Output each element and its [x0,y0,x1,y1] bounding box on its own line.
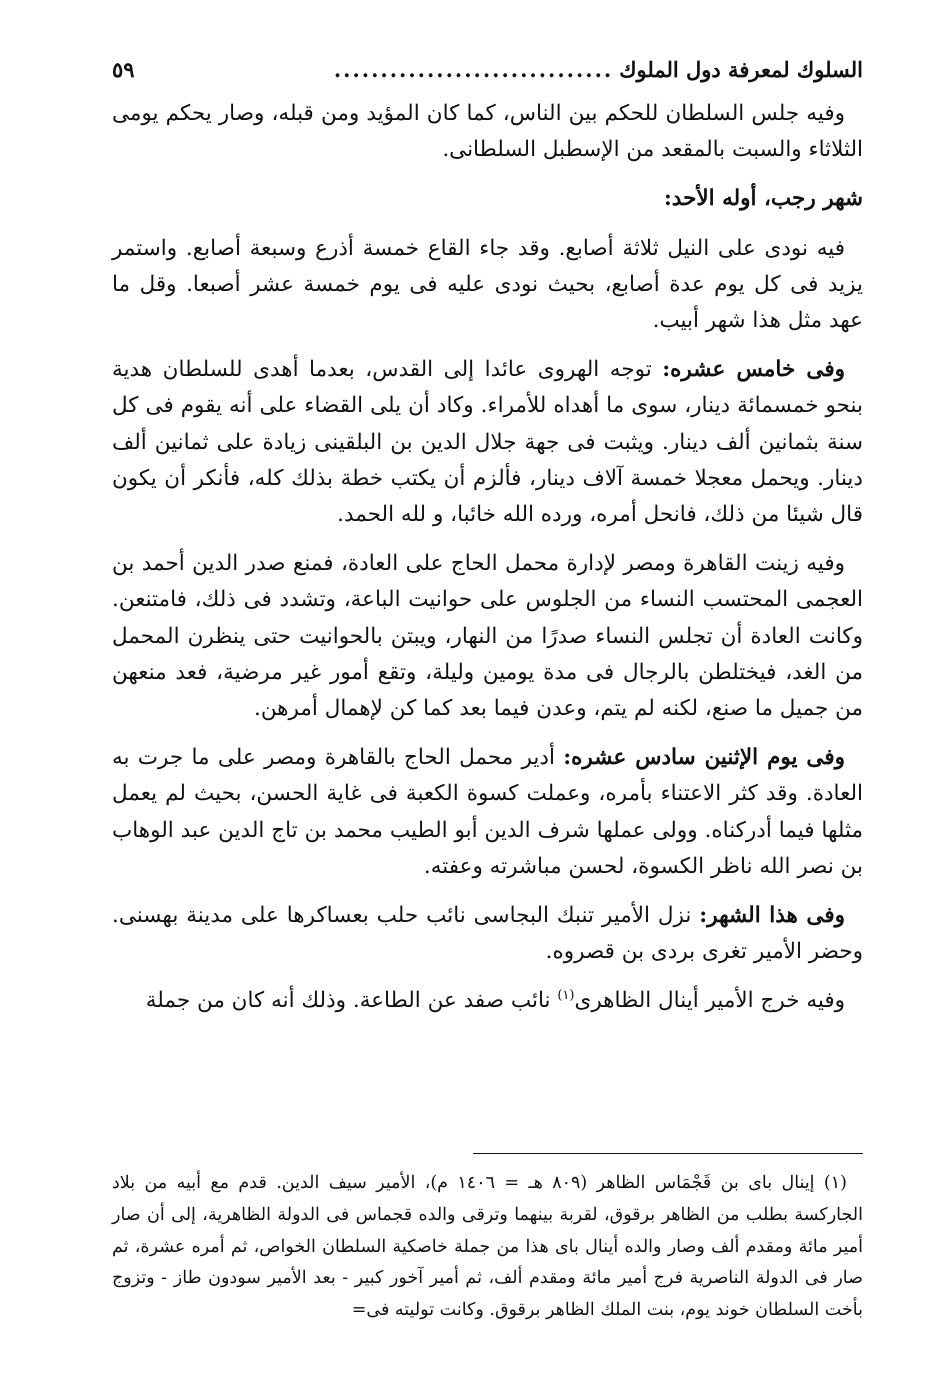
page-number: ٥٩ [112,56,135,82]
paragraph-text: وفيه جلس السلطان للحكم بين الناس، كما كان المؤيد ومن قبله، وصار يحكم يومى الثلاثاء والسبت بالمقعد من الإسطبل السلطانى. [112,101,863,163]
main-text [112,96,863,1033]
footnotes [112,1168,863,1327]
paragraph [112,231,863,340]
section-heading: شهر رجب، أوله الأحد: [663,186,863,212]
paragraph [112,96,863,168]
footnote-reference[interactable]: (١) [557,988,575,1004]
paragraph-text: توجه الهروى عائدا إلى القدس، بعدما أهدى للسلطان هدية بنحو خمسمائة دينار، سوى ما أهداه للأمراء. وكاد أن يلى القضاء على أنه يقوم فى كل سنة بثمانين ألف دينار. ويثبت فى جهة جلال الدين بن البلقينى زيادة على ثمانين ألف دينار. ويحمل معجلا خمسة آلاف دينار، فألزم أن يكتب خطة بذلك كله، فأنكر أن يكون قال شيئا من ذلك، فانحل أمره، ورده الله خائبا، و لله الحمد. [112,357,863,528]
paragraph-lead: وفى خامس عشره: [662,357,845,383]
footnote: (١) إينال باى بن قَجْمَاس الظاهر (٨٠٩ هـ = ١٤٠٦ م)، الأمير سيف الدين. قدم مع أبيه من بلاد الجاركسة بطلب من الظاهر برقوق، لقربة بينهما وترقى والده قجماس فى الدولة الظاهرية، إلى أن صار أمير مائة ومقدم ألف وصار والده أينال باى هذا من جملة خاصكية السلطان الخواص، ثم أمره عشرة، ثم صار فى الدولة الناصرية فرج أمير مائة ومقدم ألف، ثم أمير آخور كبير - بعد الأمير سودون طاز - وتزوج بأخت السلطان خوند يوم، بنت الملك الظاهر برقوق. وكانت توليته فى= [112,1173,863,1321]
paragraph-text: وفيه زينت القاهرة ومصر لإدارة محمل الحاج على العادة، فمنع صدر الدين أحمد بن العجمى المحتسب النساء من الجلوس على حوانيت الباعة، وتشدد فى ذلك، فامتنعن. وكانت العادة أن تجلس النساء صدرًا من النهار، ويبتن بالحوانيت حتى ينظرن المحمل من الغد، فيختلطن بالرجال فى مدة يومين وليلة، وتقع أمور غير مرضية، فعد منعهن من جميل ما صنع، لكنه لم يتم، وعدن فيما بعد كما كن لإهمال أمرهن. [112,551,863,722]
paragraph [112,546,863,727]
paragraph-text: نزل الأمير تنبك البجاسى نائب حلب بعساكرها على مدينة بهسنى. وحضر الأمير تغرى بردى بن قصروه. [112,903,863,965]
paragraph [112,352,863,533]
book-title: السلوك لمعرفة دول الملوك [619,56,863,82]
paragraph-text: فيه نودى على النيل ثلاثة أصابع. وقد جاء القاع خمسة أذرع وسبعة أصابع. واستمر يزيد فى كل يوم عدة أصابع، بحيث نودى عليه فى يوم خمسة عشر أصبعا. وقل ما عهد مثل هذا شهر أبيب. [112,235,863,334]
header-leader-dots: .............................. [333,56,614,82]
paragraph [112,983,863,1019]
paragraph-text: نائب صفد عن الطاعة. وذلك أنه كان من جملة [145,988,558,1014]
paragraph [112,898,863,970]
paragraph-lead: وفى هذا الشهر: [699,903,846,929]
paragraph [112,740,863,885]
paragraph-text: وفيه خرج الأمير أينال الظاهرى [574,988,845,1014]
footnote-separator [473,1153,863,1154]
paragraph-text: أدير محمل الحاج بالقاهرة ومصر على ما جرت به العادة. وقد كثر الاعتناء بأمره، وعملت كسوة الكعبة فى غاية الحسن، بحيث لم يعمل مثلها فيما أدركناه. وولى عملها شرف الدين أبو الطيب محمد بن تاج الدين عبد الوهاب بن نصر الله ناظر الكسوة، لحسن مباشرته وعفته. [112,745,863,879]
paragraph-lead: وفى يوم الإثنين سادس عشره: [563,745,846,771]
running-header [112,52,863,86]
